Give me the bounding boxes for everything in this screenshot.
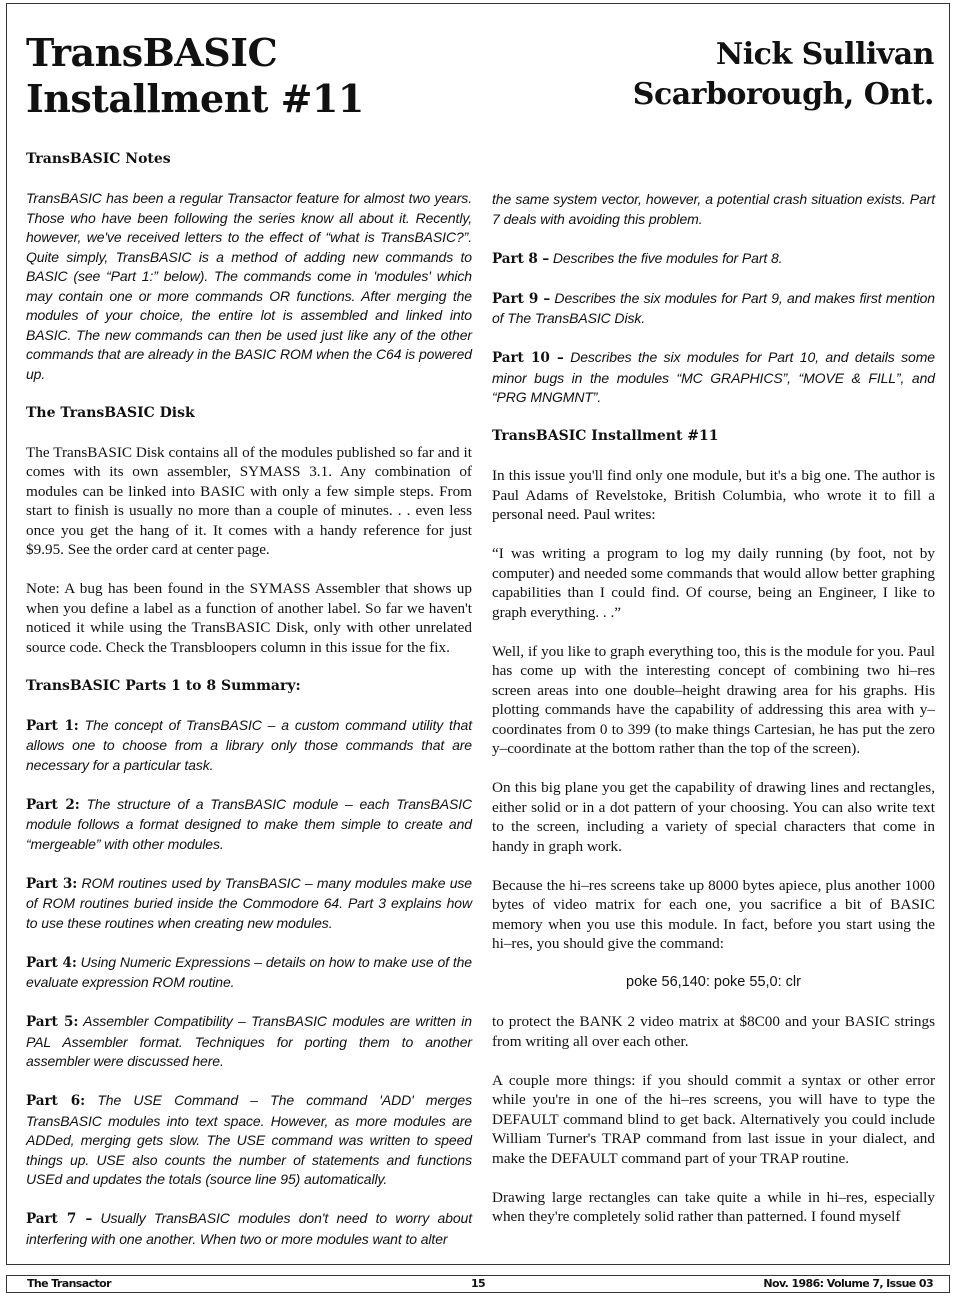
part-label: Part 2:: [26, 796, 80, 813]
part-label: Part 9 –: [492, 290, 551, 307]
quote-paragraph: “I was writing a program to log my daily running (by foot, not by computer) and needed some commands that would allow better graphing capabilities than I could find. Of course, being an Engineer, I like to graph everything. . .”: [492, 545, 935, 621]
part-label: Part 7 –: [26, 1211, 93, 1227]
part-summary: [26, 1209, 472, 1249]
title-line-2: Installment #11: [26, 76, 364, 121]
part-text: Describes the six modules for Part 9, and makes first mention of The TransBASIC Disk.: [492, 289, 935, 326]
note-paragraph: Note: A bug has been found in the SYMASS Assembler that shows up when you define a label as a function of another label. So far we haven't noticed it while using the TransBASIC Disk, only with other unrelated source code. Check the Transbloopers column in this issue for the fix.: [26, 580, 472, 656]
part-summary: [26, 716, 472, 776]
author-location: Scarborough, Ont.: [632, 77, 934, 112]
article-title: [26, 30, 364, 122]
body-paragraph: Because the hi–res screens take up 8000 bytes apiece, plus another 1000 bytes of video matrix for each one, you sacrifice a bit of BASIC memory when you use this module. In fact, before you start using the hi–res, you should give the command:: [492, 876, 935, 952]
part7-continued: the same system vector, however, a potential crash situation exists. Part 7 deals with avoiding this problem.: [492, 191, 935, 227]
body-paragraph: Well, if you like to graph everything too, this is the module for you. Paul has come up with the interesting concept of combining two hi–res screen areas into one double–height drawing area for his graphs. His plotting commands have the capability of addressing this area with y–coordinates from 0 to 399 (to make things Cartesian, he has put the zero y–coordinate at the bottom rather than the top of the screen).: [492, 642, 935, 757]
title-line-1: TransBASIC: [26, 30, 278, 75]
page-footer: [6, 1275, 950, 1293]
part-text: Usually TransBASIC modules don't need to worry about interfering with one another. When two or more modules want to alter: [26, 1210, 472, 1247]
part-text: The structure of a TransBASIC module – each TransBASIC module follows a format designed to make them simple to create and “mergeable” with other modules.: [26, 795, 472, 852]
part-summary: [26, 1012, 472, 1072]
part-text: Describes the five modules for Part 8.: [549, 249, 783, 266]
part-summary: [26, 1091, 472, 1190]
body-paragraph: In this issue you'll find only one module, but it's a big one. The author is Paul Adams of Revelstoke, British Columbia, who wrote it to fill a personal need. Paul writes:: [492, 467, 935, 523]
part-text: The USE Command – The command 'ADD' merges TransBASIC modules into text space. However, as more modules are ADDed, merging gets slow. The USE command was written to speed things up. USE also counts the number of statements and functions USEd and updates the totals (source line 95) automatically.: [26, 1092, 472, 1187]
author-name: Nick Sullivan: [715, 37, 934, 72]
issue-info: Nov. 1986: Volume 7, Issue 03: [763, 1277, 933, 1290]
publication-name: The Transactor: [27, 1277, 111, 1290]
part-text: ROM routines used by TransBASIC – many modules make use of ROM routines buried inside the Commodore 64. Part 3 explains how to use these routines when creating new modules.: [26, 874, 472, 931]
part-text: Assembler Compatibility – TransBASIC modules are written in PAL Assembler format. Techniques for porting them to another assembler were discussed here.: [26, 1013, 472, 1069]
part-label: Part 8 –: [492, 250, 550, 267]
part-label: Part 6:: [26, 1093, 86, 1109]
right-column: [492, 190, 935, 1246]
disk-paragraph: The TransBASIC Disk contains all of the modules published so far and it comes with its own assembler, SYMASS 3.1. Any combination of modules can be linked into BASIC with only a few simple steps. From start to finish is usually no more than a couple of minutes. . . even less once you get the hang of it. It comes with a handy reference for just $9.95. See the order card at center page.: [26, 443, 472, 558]
part-label: Part 1:: [26, 717, 79, 734]
body-paragraph: On this big plane you get the capability of drawing lines and rectangles, either solid or in a dot pattern of your choosing. You can also write text to the screen, including a variety of special characters that come in handy in graph work.: [492, 779, 935, 855]
part-label: Part 4:: [26, 954, 77, 971]
part-summary: [26, 795, 472, 855]
part-text: Describes the six modules for Part 10, and details some minor bugs in the modules “MC GRAPHICS”, “MOVE & FILL”, and “PRG MNGMNT”.: [492, 349, 935, 405]
summary-heading: TransBASIC Parts 1 to 8 Summary:: [26, 677, 301, 694]
notes-heading: TransBASIC Notes: [26, 151, 171, 167]
installment-heading: TransBASIC Installment #11: [492, 428, 719, 444]
body-paragraph: Drawing large rectangles can take quite a while in hi–res, especially when they're completely solid rather than patterned. I found myself: [492, 1188, 935, 1225]
part-text: Using Numeric Expressions – details on how to make use of the evaluate expression ROM routine.: [26, 953, 472, 990]
part-summary: [492, 249, 935, 270]
byline: [633, 35, 934, 115]
part-text: The concept of TransBASIC – a custom command utility that allows one to choose from a library only those commands that are necessary for a particular task.: [26, 716, 472, 773]
part-label: Part 5:: [26, 1014, 79, 1030]
body-paragraph: to protect the BANK 2 video matrix at $8C00 and your BASIC strings from writing all over each other.: [492, 1013, 935, 1050]
part-summary: [492, 348, 935, 408]
part-label: Part 3:: [26, 875, 78, 892]
part-summary: [26, 953, 472, 993]
body-paragraph: A couple more things: if you should commit a syntax or other error while you're in one of the hi–res screens, you will have to type the DEFAULT command blind to get back. Alternatively you could include William Turner's TRAP command from last issue in your dialect, and make the DEFAULT command part of your TRAP routine.: [492, 1071, 935, 1167]
code-command: poke 56,140: poke 55,0: clr: [626, 974, 801, 990]
left-column: [26, 150, 472, 1269]
part-summary: [492, 289, 935, 329]
page-number: 15: [470, 1277, 486, 1290]
part-summary: [26, 874, 472, 934]
part-label: Part 10 –: [492, 350, 564, 366]
disk-heading: The TransBASIC Disk: [26, 404, 195, 421]
notes-paragraph: TransBASIC has been a regular Transactor feature for almost two years. Those who have been following the series know all about it. Recently, however, we've received letters to the effect of “what is TransBASIC?”. Quite simply, TransBASIC is a method of adding new commands to BASIC (see “Part 1:” below). The commands come in 'modules' which may contain one or more commands OR functions. After merging the modules of your choice, the entire lot is assembled and linked into BASIC. The new commands can then be used just like any of the other commands that are already in the BASIC ROM when the C64 is powered up.: [26, 190, 472, 382]
